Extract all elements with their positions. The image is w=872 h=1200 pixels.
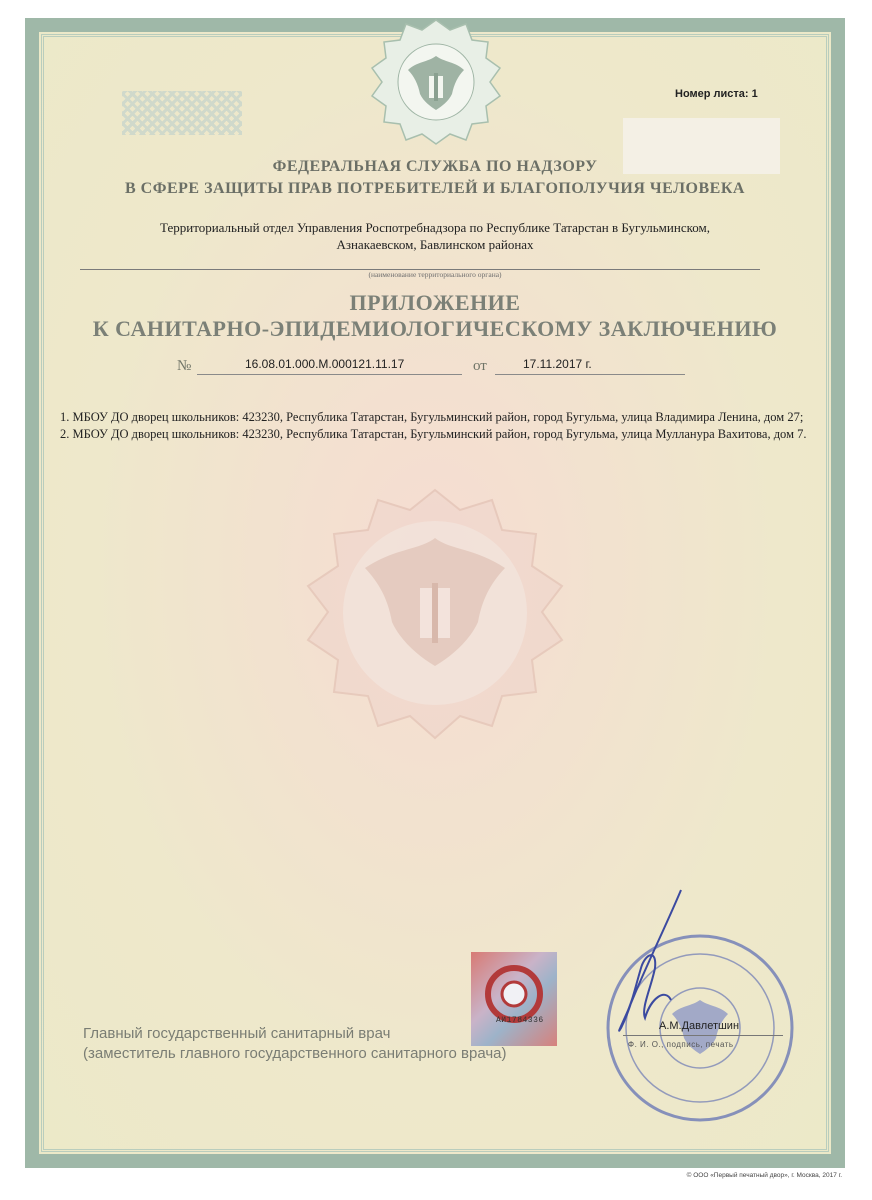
document-title-line1: ПРИЛОЖЕНИЕ (349, 290, 521, 315)
conclusion-date: 17.11.2017 г. (523, 357, 592, 371)
signature-underline (623, 1035, 783, 1036)
address-item: 2. МБОУ ДО дворец школьников: 423230, Республика Татарстан, Бугульминский район, город Бугульма, улица Мулланура Вахитова, дом 7. (60, 427, 807, 441)
number-label: № (177, 358, 192, 374)
department-line2: Азнакаевском, Бавлинском районах (336, 237, 534, 252)
security-pattern (122, 91, 242, 135)
signature-caption: Ф. И. О., подпись, печать (628, 1040, 734, 1049)
number-underline (197, 374, 462, 375)
address-item: 1. МБОУ ДО дворец школьников: 423230, Республика Татарстан, Бугульминский район, город Бугульма, улица Владимира Ленина, дом 27; (60, 410, 804, 424)
agency-name-line2: В СФЕРЕ ЗАЩИТЫ ПРАВ ПОТРЕБИТЕЛЕЙ И БЛАГОПОЛУЧИЯ ЧЕЛОВЕКА (125, 180, 745, 197)
hologram-sticker (471, 952, 557, 1046)
department-line1: Территориальный отдел Управления Роспотребнадзора по Республике Татарстан в Бугульминском, (160, 220, 710, 235)
department-caption: (наименование территориального органа) (368, 270, 502, 279)
date-underline (495, 374, 685, 375)
signatory-name: А.М.Давлетшин (659, 1020, 740, 1032)
emblem-watermark-icon (270, 488, 600, 758)
conclusion-number: 16.08.01.000.М.000121.11.17 (245, 357, 405, 371)
sheet-number: Номер листа: 1 (675, 88, 758, 100)
agency-name-line1: ФЕДЕРАЛЬНАЯ СЛУЖБА ПО НАДЗОРУ (272, 158, 598, 175)
date-label: от (473, 358, 487, 374)
certificate-sheet (25, 18, 845, 1168)
printer-footer: © ООО «Первый печатный двор», г. Москва, 2017 г. (686, 1172, 842, 1179)
signatory-title-alt: (заместитель главного государственного санитарного врача) (83, 1045, 507, 1062)
document-title-line2: К САНИТАРНО-ЭПИДЕМИОЛОГИЧЕСКОМУ ЗАКЛЮЧЕНИЮ (92, 316, 778, 341)
signatory-title: Главный государственный санитарный врач (83, 1025, 391, 1042)
emblem-top-icon (358, 18, 514, 146)
address-list (60, 409, 820, 443)
territorial-department (85, 219, 785, 253)
hologram-code: АИ1784336 (496, 1016, 544, 1025)
hologram-logo-icon (471, 952, 557, 1046)
